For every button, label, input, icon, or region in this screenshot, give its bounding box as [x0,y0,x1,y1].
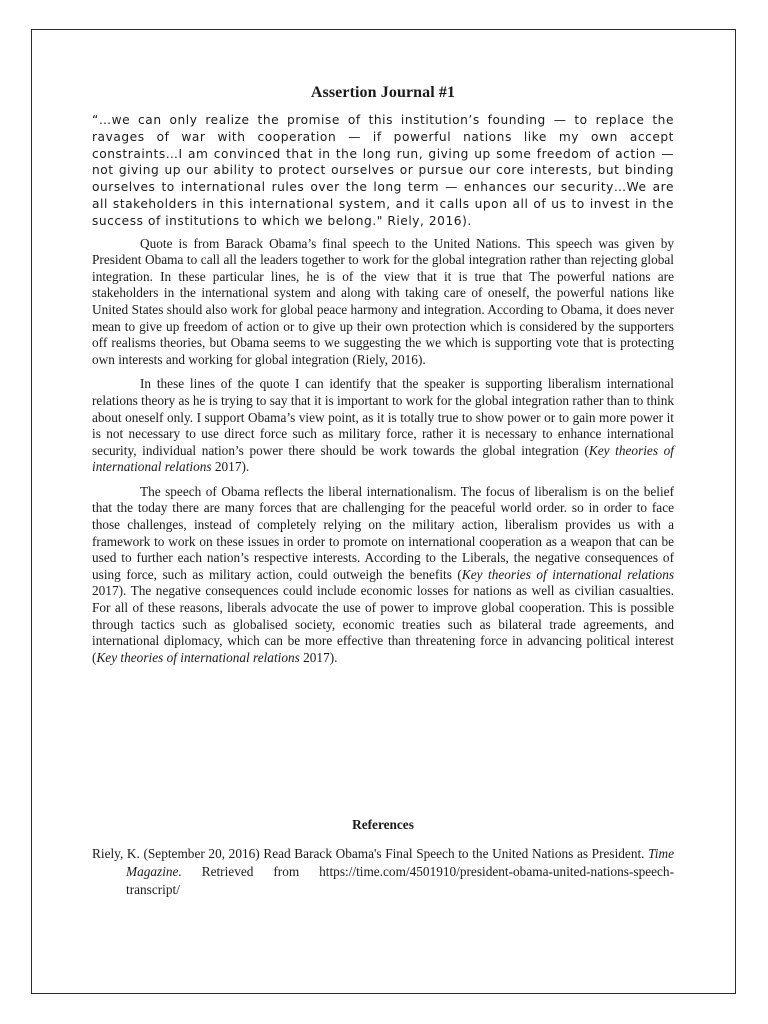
document-body [92,84,674,674]
paragraph-3-citation-2: Key theories of international relations [96,649,300,665]
document-title: Assertion Journal #1 [310,84,456,101]
paragraph-3-text: The speech of Obama reflects the liberal internationalism. The focus of liberalism is on the belief that the today there are many forces that are challenging for the peaceful world order. so in order to face those challenges, instead of completely relying on the military action, liberalism provides us with a framework to work on these issues in order to promote on international cooperation as a weapon that can be used to further each nation’s respective interests. According to the Liberals, the negative consequences of using force, such as military action, could outweigh the benefits ( [92,483,674,582]
reference-entry [92,845,674,899]
paragraph-3 [92,484,674,667]
paragraph-3-citation-1: Key theories of international relations [461,566,675,582]
paragraph-2-citation: Key theories of international relations [92,442,674,475]
reference-text: Riely, K. (September 20, 2016) Read Barack Obama's Final Speech to the United Nations as President. [92,846,649,861]
reference-url: Retrieved from https://time.com/4501910/president-obama-united-nations-speech-transcript/ [126,864,674,897]
paragraph-3-text-end: 2017). [299,649,338,665]
paragraph-2 [92,376,674,476]
reference-source: Time Magazine. [126,846,674,879]
obama-quote: “…we can only realize the promise of this institution’s founding — to replace the ravages of war with cooperation — if powerful nations like my own accept constraints…I am convinced that in the long run, giving up some freedom of action — not giving up our ability to protect ourselves or pursue our core interests, but binding ourselves to international rules over the long term — enhances our security…We are all stakeholders in this international system, and it calls upon all of us to invest in the success of institutions to which we belong." Riely, 2016). [92,113,674,228]
paragraph-3-text-middle: 2017). The negative consequences could include economic losses for nations as well as civilian casualties. For all of these reasons, liberals advocate the use of power to improve global cooperation. This is possible through tactics such as globalised society, economic treaties such as bilateral trade agreements, and international diplomacy, which can be more effective than threatening force in advancing political interest ( [92,583,674,665]
paragraph-2-text-end: 2017). [211,459,250,475]
paragraph-2-text: In these lines of the quote I can identify that the speaker is supporting liberalism international relations theory as he is trying to say that it is important to work for the global integration rather than to think about oneself only. I support Obama’s view point, as it is totally true to show power or to gain more power it is not necessary to use direct force such as military force, rather it is necessary to enhance international security, individual nation’s power there should be work towards the global integration ( [92,376,674,458]
paragraph-1: Quote is from Barack Obama’s final speech to the United Nations. This speech was given by President Obama to call all the leaders together to work for the global integration rather than rejecting global integration. In these particular lines, he is of the view that it is true that The powerful nations are stakeholders in the international system and along with taking care of oneself, the powerful nations like United States should also work for global peace harmony and integration. According to Obama, it does never mean to give up freedom of action or to give up their own protection which is considered by the supporters off realisms theories, but Obama seems to we suggesting the we which is supporting vote that is protecting own interests and working for global integration (Riely, 2016). [92,235,674,367]
references-heading: References [352,817,414,832]
